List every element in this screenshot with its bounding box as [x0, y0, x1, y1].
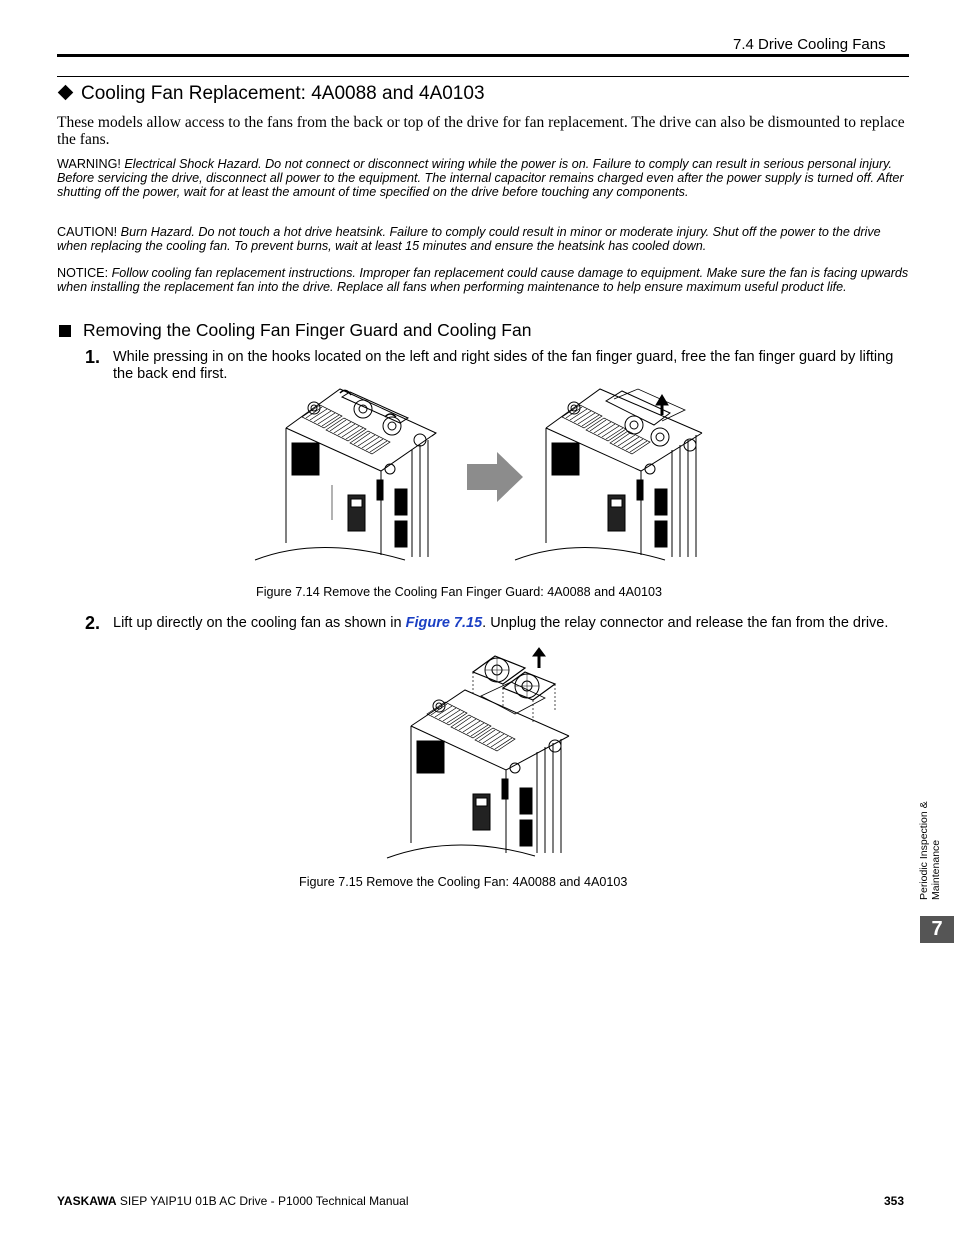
intro-paragraph: These models allow access to the fans from the back or top of the drive for fan replacement. The drive can also be dismounted to replace the fans.	[57, 114, 905, 148]
footer-manual	[57, 1194, 409, 1208]
footer-brand: YASKAWA	[57, 1194, 117, 1208]
page-number: 353	[884, 1194, 905, 1208]
section-heading-text: Cooling Fan Replacement: 4A0088 and 4A0103	[81, 83, 485, 104]
subsection-heading	[57, 320, 531, 341]
chapter-number-box[interactable]: 7	[920, 916, 954, 943]
figure-link[interactable]: Figure 7.15	[405, 615, 483, 631]
diamond-icon	[58, 85, 74, 101]
warning-text: Electrical Shock Hazard. Do not connect or disconnect wiring while the power is on. Failure to comply can result in serious personal injury. Before servicing the drive, disconnect all power to the equipment. The internal capacitor remains charged even after the power supply is turned off. After shutting off the power, wait for at least the amount of time specified on the drive before touching any components.	[57, 157, 904, 199]
section-heading	[57, 83, 485, 105]
figure-caption: Figure 7.14 Remove the Cooling Fan Finger Guard: 4A0088 and 4A0103	[256, 585, 663, 599]
heading-rule	[57, 76, 909, 77]
subsection-heading-text: Removing the Cooling Fan Finger Guard and Cooling Fan	[83, 320, 532, 340]
step-number: 1.	[85, 347, 101, 367]
step-text	[113, 615, 913, 632]
chapter-side-tab[interactable]	[918, 790, 948, 900]
warning-notice	[57, 157, 913, 199]
section-header: 7.4 Drive Cooling Fans	[733, 36, 886, 53]
caution-label: CAUTION!	[57, 225, 118, 239]
caution-text: Burn Hazard. Do not touch a hot drive heatsink. Failure to comply could result in minor or moderate injury. Shut off the power to the drive when replacing the cooling fan. To prevent burns, wait at least 15 minutes and ensure the heatsink has cooled down.	[57, 225, 881, 253]
figure-caption: Figure 7.15 Remove the Cooling Fan: 4A0088 and 4A0103	[299, 875, 628, 889]
drive-illustration-guard-off	[510, 385, 720, 570]
footer-manual-title: SIEP YAIP1U 01B AC Drive - P1000 Technical Manual	[116, 1194, 409, 1208]
square-icon	[59, 325, 71, 337]
drive-illustration-fan-removed	[385, 648, 585, 863]
notice-text: Follow cooling fan replacement instructions. Improper fan replacement could cause damage to equipment. Make sure the fan is facing upwards when installing the replacement fan into the drive. Replace all fans when performing maintenance to help ensure maximum useful product life.	[57, 266, 909, 294]
header-rule	[57, 54, 909, 57]
step-text: While pressing in on the hooks located on the left and right sides of the fan finger guard, free the fan finger guard by lifting the back end first.	[113, 349, 894, 382]
notice-block	[57, 266, 913, 294]
step-number: 2.	[85, 613, 101, 633]
chapter-side-tab-text: Periodic Inspection & Maintenance	[918, 801, 942, 900]
drive-illustration-guard-on	[250, 385, 420, 570]
step-text-after: . Unplug the relay connector and release the fan from the drive.	[482, 615, 889, 631]
caution-notice	[57, 225, 913, 253]
warning-label: WARNING!	[57, 157, 121, 171]
notice-label: NOTICE:	[57, 266, 109, 280]
step-text-before: Lift up directly on the cooling fan as shown in	[113, 615, 406, 631]
